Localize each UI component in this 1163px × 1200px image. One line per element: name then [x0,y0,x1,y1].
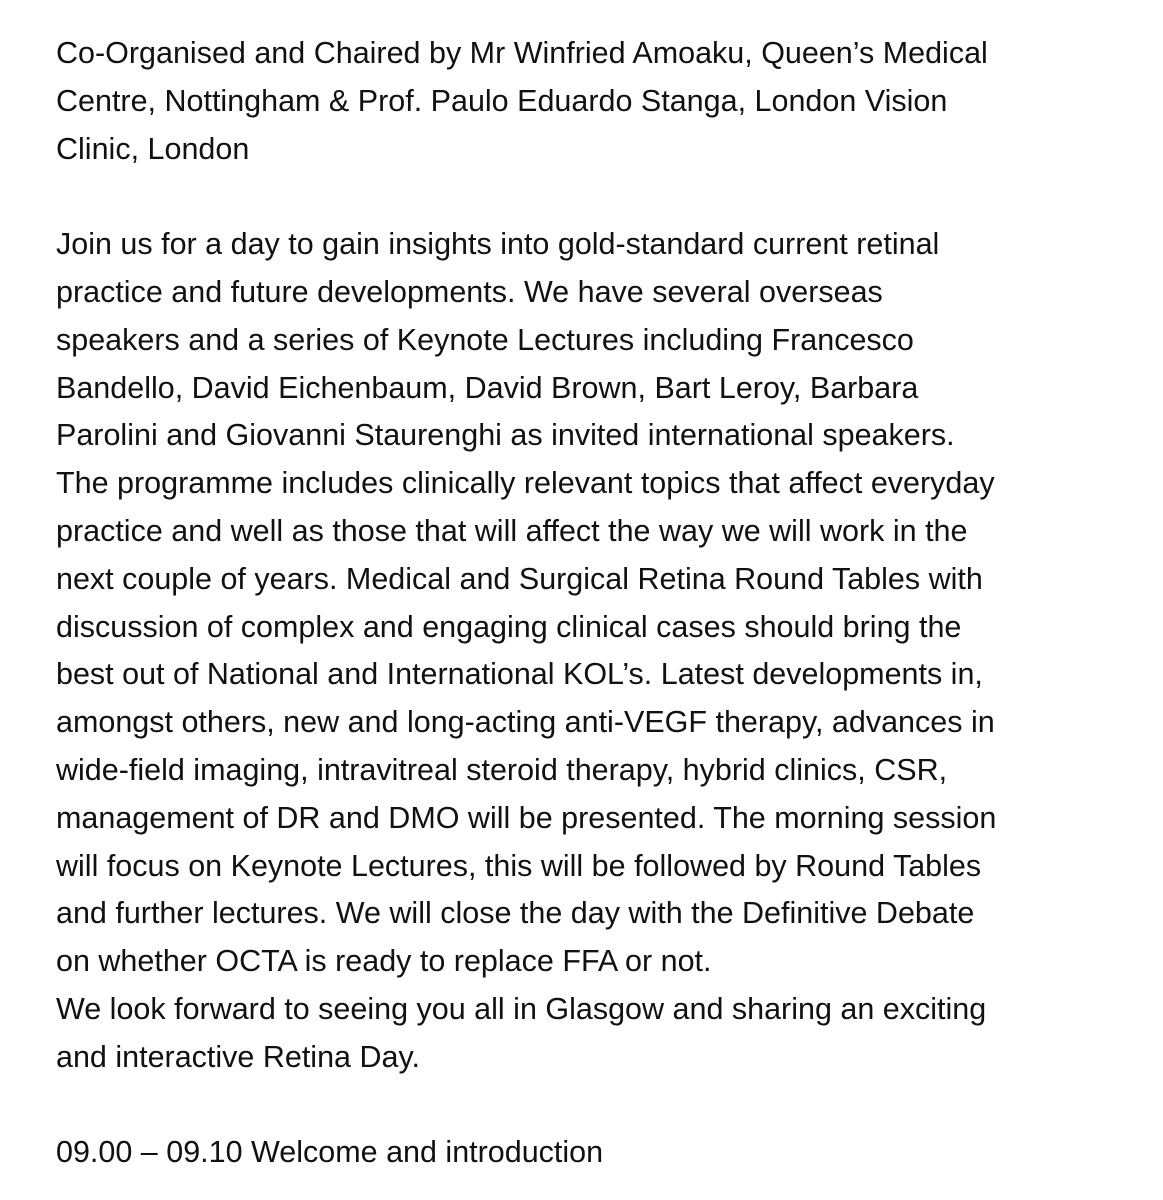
intro-line: Clinic, London [56,131,250,166]
body-line: wide-field imaging, intravitreal steroid therapy, hybrid clinics, CSR, [56,752,948,787]
body-line: practice and well as those that will affect the way we will work in the [56,513,968,548]
body-line: Join us for a day to gain insights into gold-standard current retinal [56,227,940,262]
intro-line: Co-Organised and Chaired by Mr Winfried Amoaku, Queen’s Medical [56,36,988,70]
body-line: will focus on Keynote Lectures, this will be followed by Round Tables [56,848,982,883]
body-line: on whether OCTA is ready to replace FFA or not. [56,944,712,979]
description-paragraph [56,221,1136,1081]
body-line: amongst others, new and long-acting anti-VEGF therapy, advances in [56,705,995,740]
paragraph-gap [56,173,1136,221]
intro-paragraph [56,30,1136,173]
body-line: Bandello, David Eichenbaum, David Brown, Bart Leroy, Barbara [56,370,919,405]
body-line: and interactive Retina Day. [56,1039,420,1074]
body-line: The programme includes clinically relevant topics that affect everyday [56,466,995,501]
body-line: We look forward to seeing you all in Glasgow and sharing an exciting [56,991,987,1026]
body-line: speakers and a series of Keynote Lectures including Francesco [56,322,914,357]
body-line: practice and future developments. We have several overseas [56,274,883,309]
body-line: best out of National and International KOL’s. Latest developments in, [56,657,983,692]
body-line: Parolini and Giovanni Staurenghi as invited international speakers. [56,418,955,453]
body-line: next couple of years. Medical and Surgical Retina Round Tables with [56,561,983,596]
body-line: discussion of complex and engaging clinical cases should bring the [56,609,962,644]
body-line: and further lectures. We will close the day with the Definitive Debate [56,896,975,931]
schedule [56,1129,1136,1177]
intro-line: Centre, Nottingham & Prof. Paulo Eduardo Stanga, London Vision [56,83,948,118]
document-body [56,30,1136,1177]
paragraph-gap [56,1082,1136,1130]
schedule-item: 09.00 – 09.10 Welcome and introduction [56,1135,604,1170]
body-line: management of DR and DMO will be presented. The morning session [56,800,997,835]
